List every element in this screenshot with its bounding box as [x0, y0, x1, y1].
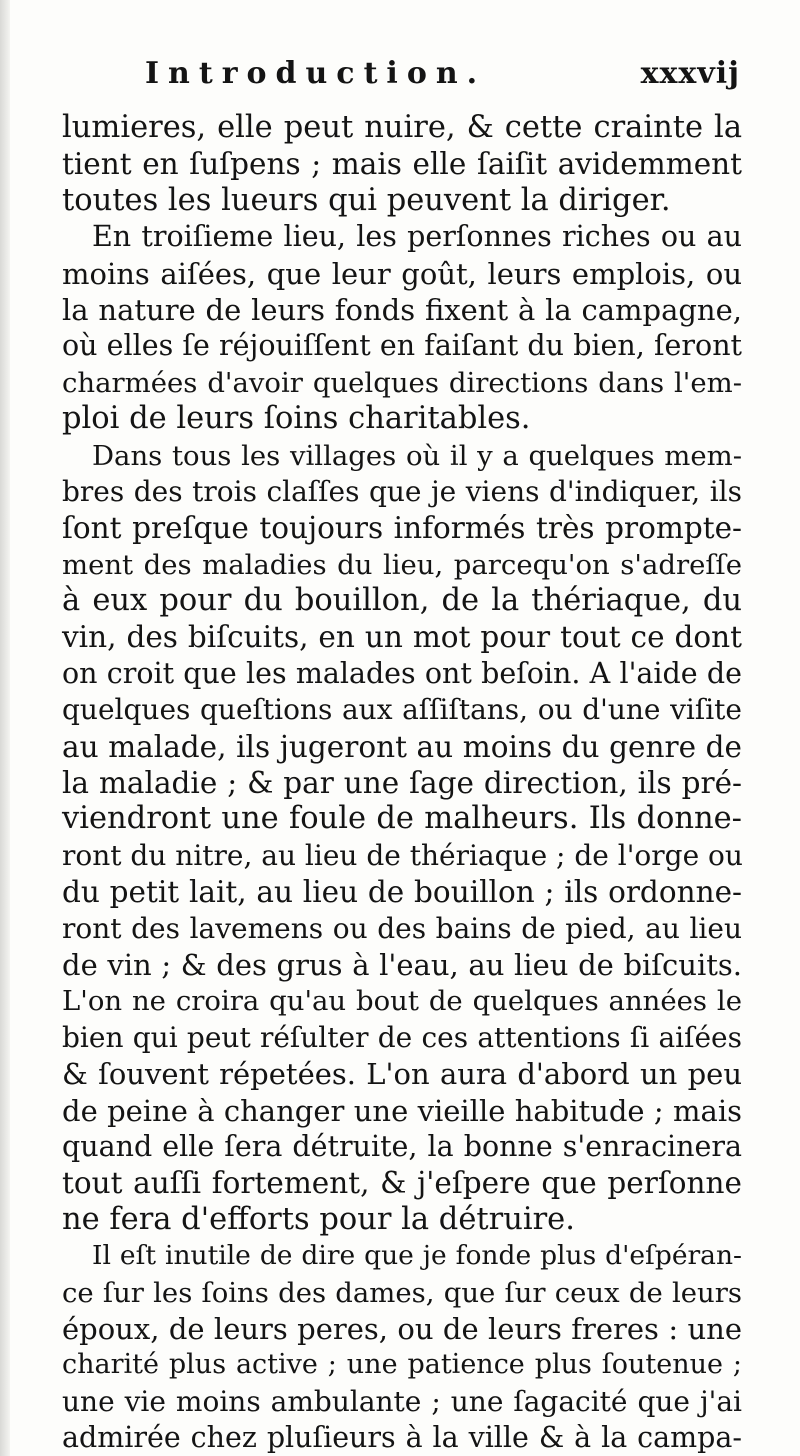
text-line: quelques queſtions aux aſſiſtans, ou d'une viſite — [62, 693, 742, 727]
text-line: L'on ne croira qu'au bout de quelques années le — [62, 985, 742, 1018]
text-line: de peine à changer une vieille habitude ; mais — [62, 1093, 742, 1128]
text-line: admirée chez pluſieurs à la ville & à la campa- — [62, 1421, 742, 1455]
text-line: Il eſt inutile de dire que je fonde plus d'eſpéran- — [92, 1240, 742, 1272]
text-line: moins aiſées, que leur goût, leurs emplois, ou — [62, 256, 742, 291]
text-line: la nature de leurs fonds fixent à la campagne, — [62, 292, 742, 327]
text-line: lumieres, elle peut nuire, & cette crainte la — [62, 110, 742, 145]
text-line: ploi de leurs ſoins charitables. — [62, 401, 531, 437]
text-line: ront des lavemens ou des bains de pied, au lieu — [62, 911, 742, 945]
text-line: tient en ſuſpens ; mais elle ſaiſit avidemment — [62, 147, 742, 182]
text-line: En troiſieme lieu, les perſonnes riches ou au — [92, 220, 742, 254]
text-line: du petit lait, au lieu de bouillon ; ils ordonne- — [62, 875, 742, 910]
text-line: quand elle ſera détruite, la bonne s'enracinera — [62, 1129, 742, 1163]
text-line: vin, des biſcuits, en un mot pour tout ce dont — [62, 620, 742, 655]
text-line: & ſouvent répetées. L'on aura d'abord un peu — [62, 1057, 742, 1092]
text-line: ront du nitre, au lieu de thériaque ; de l'orge ou — [62, 838, 743, 872]
text-line: viendront une foule de malheurs. Ils donne- — [62, 801, 742, 837]
text-line: où elles ſe réjouiſſent en faiſant du bien, ſeront — [62, 329, 742, 363]
text-line: charmées d'avoir quelques directions dans l'em- — [62, 366, 742, 399]
body-text — [62, 110, 742, 1456]
text-line: au malade, ils jugeront au moins du genre de — [62, 729, 742, 764]
text-line: à eux pour du bouillon, de la thériaque, du — [62, 583, 742, 619]
text-line: la maladie ; & par une ſage direction, ils pré- — [62, 766, 742, 801]
text-line: charité plus active ; une patience plus ſoutenue ; — [62, 1349, 742, 1381]
text-line: une vie moins ambulante ; une ſagacité que j'ai — [62, 1384, 742, 1418]
text-line: tout auſſi fortement, & j'eſpere que perſonne — [62, 1166, 742, 1201]
text-line: époux, de leurs peres, ou de leurs freres : une — [62, 1311, 742, 1346]
text-line: ment des maladies du lieu, parcequ'on s'adreſſe — [62, 548, 742, 581]
page-binding-edge — [0, 0, 10, 1456]
text-line: ce ſur les ſoins des dames, que ſur ceux de leurs — [62, 1276, 742, 1309]
text-line: toutes les lueurs qui peuvent la diriger. — [62, 182, 671, 218]
page-number: xxxvij — [640, 56, 740, 91]
text-line: de vin ; & des grus à l'eau, au lieu de biſcuits. — [62, 947, 742, 982]
text-line: bien qui peut réſulter de ces attentions ſi aiſées — [62, 1020, 742, 1054]
running-title: Introduction. — [145, 56, 487, 91]
text-line: Dans tous les villages où il y a quelques mem- — [92, 439, 742, 472]
text-line: ſont preſque toujours informés très prompte- — [62, 511, 742, 546]
text-line: on croit que les malades ont beſoin. A l'aide de — [62, 656, 742, 690]
text-line: bres des trois claſſes que je viens d'indiquer, ils — [62, 474, 742, 508]
page-header — [145, 50, 740, 100]
text-line: ne fera d'efforts pour la détruire. — [62, 1201, 575, 1237]
